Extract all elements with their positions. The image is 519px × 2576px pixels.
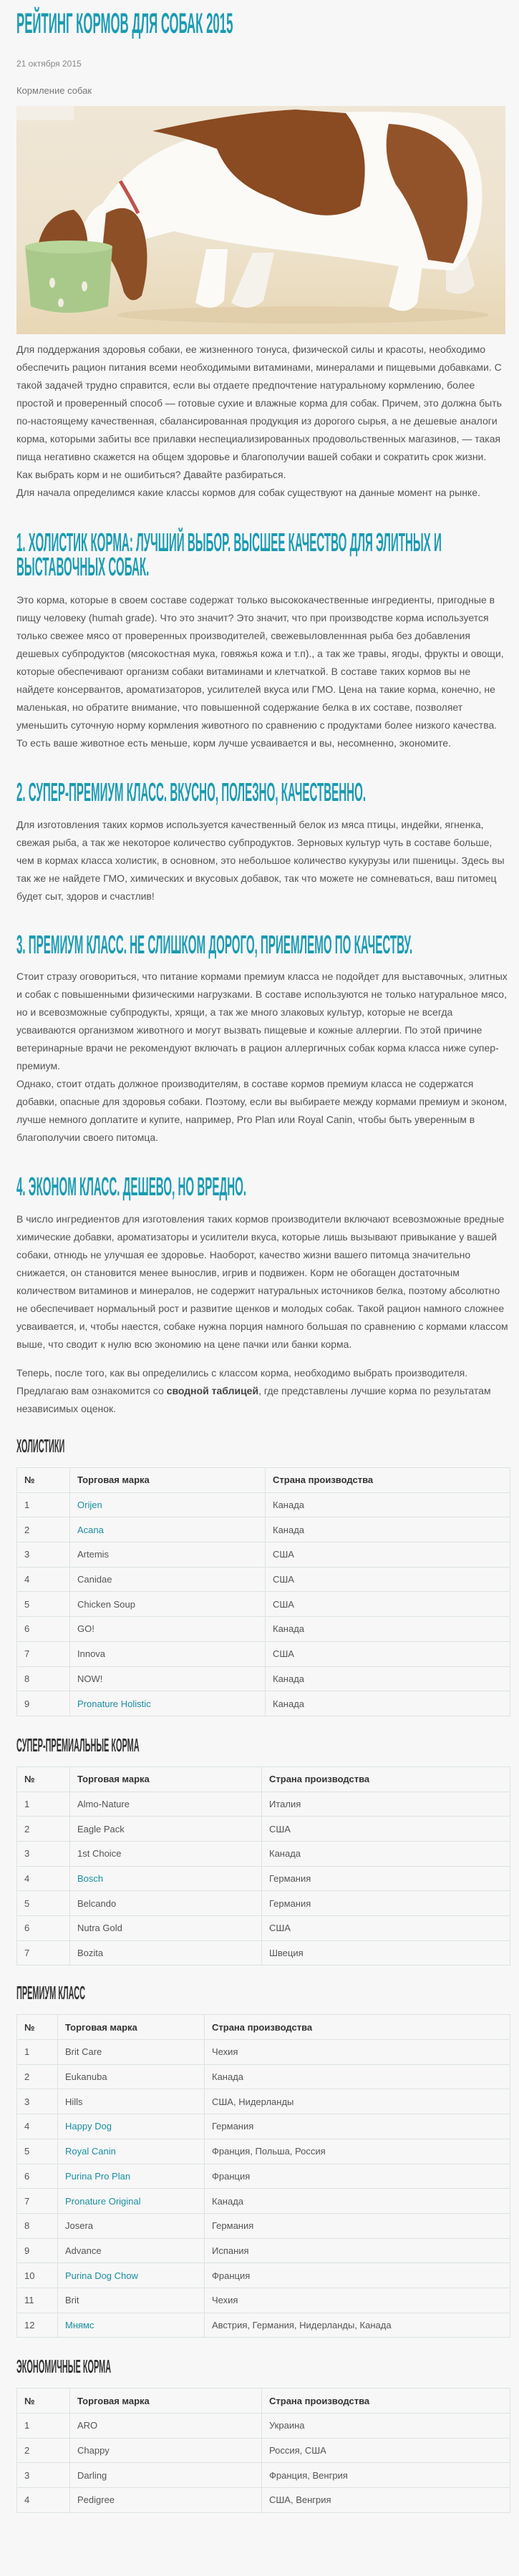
brand-cell <box>58 2213 205 2238</box>
category-link[interactable]: Кормление собак <box>16 85 92 96</box>
table-header-row <box>17 2388 510 2414</box>
section-text-premium: Стоит стразу оговориться, что питание кормами премиум класса не подойдет для выставочных, элитных и собак с повышенными физическими нагрузками. В составе используются не только натуральное мясо, но и всевозможные субпродукты, хрящи, а так же много злаковых культур, которые не всегда усваиваются организмом животного и могут вызвать пищевые и кожные аллергии. По этой причине ветеринарные врачи не рекомендуют включать в рацион аллергичных собак корма класса ниже супер-премиум. <box>16 970 508 1071</box>
brand-name: Innova <box>77 1648 106 1660</box>
row-number: 2 <box>17 1817 70 1842</box>
page-title: РЕЙТИНГ КОРМОВ ДЛЯ СОБАК 2015 <box>16 8 233 39</box>
row-number: 2 <box>17 1517 70 1542</box>
brand-link[interactable]: Royal Canin <box>65 2146 116 2157</box>
brand-cell <box>70 2488 262 2513</box>
intro-question: Как выбрать корм и не ошибиться? Давайте разбираться. <box>16 468 286 480</box>
brand-cell <box>58 2114 205 2139</box>
brand-link[interactable]: Purina Dog Chow <box>65 2270 138 2281</box>
brand-cell <box>58 2189 205 2214</box>
brand-cell <box>70 2414 262 2439</box>
country-cell: Канада <box>266 1617 510 1642</box>
row-number: 4 <box>17 1866 70 1891</box>
country-cell: Германия <box>262 1891 510 1916</box>
table-row <box>17 2238 510 2263</box>
country-cell: Чехия <box>205 2288 510 2313</box>
brand-name: Canidae <box>77 1574 112 1585</box>
table-row <box>17 1492 510 1517</box>
table-row <box>17 2114 510 2139</box>
brand-cell <box>70 1492 266 1517</box>
column-header-number: № <box>17 1766 70 1792</box>
brand-cell <box>58 2164 205 2189</box>
row-number: 3 <box>17 2463 70 2488</box>
brand-cell <box>58 2313 205 2338</box>
section-heading-super-premium: 2. СУПЕР-ПРЕМИУМ КЛАСС. ВКУСНО, ПОЛЕЗНО, КАЧЕСТВЕННО. <box>16 777 367 807</box>
row-number: 6 <box>17 1617 70 1642</box>
brand-name: Eukanuba <box>65 2071 107 2083</box>
brand-name: NOW! <box>77 1673 103 1684</box>
country-cell: Украина <box>262 2414 510 2439</box>
row-number: 1 <box>17 1792 70 1817</box>
country-cell: Канада <box>262 1841 510 1866</box>
row-number: 5 <box>17 1891 70 1916</box>
table-row <box>17 1817 510 1842</box>
country-cell: Испания <box>205 2238 510 2263</box>
table-title-super-premium: СУПЕР-ПРЕМИАЛЬНЫЕ КОРМА <box>16 1734 140 1756</box>
brand-name: Hills <box>65 2096 83 2107</box>
section-text-economy: В число ингредиентов для изготовления таких кормов производители включают всевозможные вредные химические добавки, ароматизаторы и усилители вкуса, которые лишь вызывают привыкание у вашей собаки, отнюдь не улучшая ее здоровье. Наоборот, качество жизни вашего питомца значительно снижается, он становится менее вынослив, игрив и подвижен. Корм не обогащен достаточным количеством витаминов и минералов, не содержит натуральных источников белка, поэтому абсолютно не обеспечивает нормальный рост и развитие щенков и молодых собак. Такой рацион намного сложнее усваивается, и, чтобы наестся, собаке нужна порция намного большая по сравнению с кормами классом выше, что сводит к нулю всю экономию на цене пачки или банки корма. <box>16 1212 508 1350</box>
brand-cell <box>70 1567 266 1592</box>
row-number: 3 <box>17 1542 70 1568</box>
brand-name: 1st Choice <box>77 1848 122 1860</box>
country-cell: Германия <box>205 2213 510 2238</box>
table-row <box>17 1866 510 1891</box>
country-cell: Канада <box>205 2064 510 2089</box>
row-number: 1 <box>17 2414 70 2439</box>
table-header-row <box>17 2015 510 2040</box>
column-header-brand: Торговая марка <box>70 1468 266 1493</box>
outro-text: Теперь, после того, как вы определились с классом корма, необходимо выбрать производителя. Предлагаю вам ознакомится со <box>16 1366 468 1396</box>
brand-link[interactable]: Orijen <box>77 1500 102 1511</box>
brand-name: Artemis <box>77 1549 110 1560</box>
brand-cell <box>70 1592 266 1617</box>
brand-table-super-premium <box>16 1766 510 1966</box>
brand-cell <box>70 1891 262 1916</box>
table-row <box>17 1617 510 1642</box>
row-number: 9 <box>17 1691 70 1716</box>
country-cell: Франция, Венгрия <box>262 2463 510 2488</box>
column-header-brand: Торговая марка <box>58 2015 205 2040</box>
row-number: 1 <box>17 2040 58 2065</box>
section-text-holistic: Это корма, которые в своем составе содержат только высококачественные ингредиенты, пригодные в пищу человеку (humah grade). Что это значит? Это значит, что при производстве корма используется только свежее мясо от проверенных производителей, свежевыловленнная рыба без добавления дешевых субпродуктов (мясокостная мука, говяжья кожа и т.п)., а так же травы, ягоды, фрукты и овощи, которые обеспечивают организм собаки витаминами и клетчаткой. В составе таких кормов вы не найдете консервантов, ароматизаторов, усилителей вкуса или ГМО. Цена на такие корма, конечно, не маленькая, но обратите внимание, что повышенной содержание белка в их составе, позволяет уменьшить суточную норму кормления животного по сравнению с продуктами более низкого качества. То есть ваше животное есть меньше, корм лучше усваивается и вы, несомненно, экономите. <box>16 593 504 749</box>
row-number: 12 <box>17 2313 58 2338</box>
table-row <box>17 2414 510 2439</box>
row-number: 5 <box>17 2139 58 2164</box>
brand-cell <box>58 2139 205 2164</box>
table-row <box>17 2313 510 2338</box>
column-header-number: № <box>17 2388 70 2414</box>
row-number: 8 <box>17 1666 70 1691</box>
brand-name: Almo-Nature <box>77 1798 130 1809</box>
brand-link[interactable]: Мнямс <box>65 2319 94 2330</box>
row-number: 6 <box>17 2164 58 2189</box>
brand-name: ARO <box>77 2420 98 2431</box>
country-cell: Франция, Польша, Россия <box>205 2139 510 2164</box>
brand-name: Bozita <box>77 1948 104 1959</box>
intro-classes: Для начала определимся какие классы кормов для собак существуют на данные момент на рынке. <box>16 486 480 498</box>
country-cell: Канада <box>266 1517 510 1542</box>
table-row <box>17 1666 510 1691</box>
column-header-country: Страна производства <box>266 1468 510 1493</box>
brand-link[interactable]: Bosch <box>77 1872 104 1884</box>
table-row <box>17 2139 510 2164</box>
country-cell: Италия <box>262 1792 510 1817</box>
table-header-row <box>17 1766 510 1792</box>
column-header-country: Страна производства <box>262 2388 510 2414</box>
brand-table-economy <box>16 2388 510 2512</box>
section-heading-economy: 4. ЭКОНОМ КЛАСС. ДЕШЕВО, НО ВРЕДНО. <box>16 1172 247 1201</box>
brand-name: Advance <box>65 2245 102 2256</box>
outro-bold: сводной таблицей <box>166 1384 259 1396</box>
brand-cell <box>58 2040 205 2065</box>
brand-cell <box>58 2263 205 2288</box>
table-row <box>17 1916 510 1941</box>
table-row <box>17 1940 510 1965</box>
row-number: 2 <box>17 2438 70 2463</box>
table-row <box>17 2488 510 2513</box>
brand-cell <box>70 1517 266 1542</box>
brand-link[interactable]: Pronature Original <box>65 2195 141 2207</box>
country-cell: США <box>266 1592 510 1617</box>
row-number: 4 <box>17 1567 70 1592</box>
brand-cell <box>58 2238 205 2263</box>
brand-cell <box>70 1817 262 1842</box>
table-row <box>17 1641 510 1666</box>
brand-cell <box>58 2089 205 2114</box>
row-number: 6 <box>17 1916 70 1941</box>
country-cell: Германия <box>262 1866 510 1891</box>
table-row <box>17 1792 510 1817</box>
row-number: 7 <box>17 1940 70 1965</box>
brand-cell <box>70 1866 262 1891</box>
brand-cell <box>70 1841 262 1866</box>
brand-name: Pedigree <box>77 2494 115 2506</box>
table-row <box>17 2189 510 2214</box>
row-number: 4 <box>17 2488 70 2513</box>
brand-name: Nutra Gold <box>77 1923 122 1934</box>
brand-cell <box>70 1617 266 1642</box>
row-number: 7 <box>17 2189 58 2214</box>
table-row <box>17 2288 510 2313</box>
brand-name: Brit Care <box>65 2046 102 2058</box>
table-row <box>17 1517 510 1542</box>
outro-text-end: , где представлены лучшие корма по результатам независимых оценок. <box>16 1384 491 1414</box>
country-cell: Германия <box>205 2114 510 2139</box>
column-header-brand: Торговая марка <box>70 2388 262 2414</box>
column-header-brand: Торговая марка <box>70 1766 262 1792</box>
table-row <box>17 1542 510 1568</box>
table-row <box>17 2213 510 2238</box>
column-header-country: Страна производства <box>205 2015 510 2040</box>
brand-name: Josera <box>65 2220 94 2232</box>
table-title-holistic: ХОЛИСТИКИ <box>16 1435 65 1457</box>
column-header-country: Страна производства <box>262 1766 510 1792</box>
row-number: 1 <box>17 1492 70 1517</box>
table-header-row <box>17 1468 510 1493</box>
row-number: 10 <box>17 2263 58 2288</box>
brand-cell <box>70 1916 262 1941</box>
country-cell: США <box>266 1567 510 1592</box>
country-cell: Чехия <box>205 2040 510 2065</box>
country-cell: Австрия, Германия, Нидерланды, Канада <box>205 2313 510 2338</box>
row-number: 8 <box>17 2213 58 2238</box>
country-cell: США <box>266 1542 510 1568</box>
brand-cell <box>70 1641 266 1666</box>
section-heading-premium: 3. ПРЕМИУМ КЛАСС. НЕ СЛИШКОМ ДОРОГО, ПРИЕМЛЕМО ПО КАЧЕСТВУ. <box>16 930 413 959</box>
table-row <box>17 2263 510 2288</box>
country-cell: Канада <box>266 1691 510 1716</box>
brand-cell <box>70 1542 266 1568</box>
brand-table-holistic <box>16 1467 510 1716</box>
brand-name: Chappy <box>77 2445 110 2456</box>
country-cell: США <box>262 1817 510 1842</box>
post-date: 21 октября 2015 <box>16 59 82 69</box>
brand-cell <box>70 1666 266 1691</box>
brand-table-premium <box>16 2014 510 2338</box>
table-row <box>17 2438 510 2463</box>
country-cell: Франция <box>205 2164 510 2189</box>
table-row <box>17 1592 510 1617</box>
table-row <box>17 2089 510 2114</box>
brand-cell <box>70 1940 262 1965</box>
row-number: 2 <box>17 2064 58 2089</box>
brand-link[interactable]: Purina Pro Plan <box>65 2170 131 2182</box>
table-row <box>17 2164 510 2189</box>
country-cell: США <box>266 1641 510 1666</box>
section-text-premium-2: Однако, стоит отдать должное производителям, в составе кормов премиум класса не содержатся добавки, опасные для здоровья собаки. Поэтому, если вы выбираете между кормами премиум и эконом, лучше немного доплатите и купите, например, Pro Plan или Royal Canin, чтобы быть уверенным в благополучии своего питомца. <box>16 1077 508 1143</box>
brand-name: Eagle Pack <box>77 1823 125 1834</box>
table-row <box>17 2040 510 2065</box>
brand-cell <box>70 2438 262 2463</box>
table-title-premium: ПРЕМИУМ КЛАСС <box>16 1982 86 2004</box>
country-cell: Канада <box>205 2189 510 2214</box>
brand-name: GO! <box>77 1623 94 1635</box>
table-row <box>17 1567 510 1592</box>
table-row <box>17 2463 510 2488</box>
row-number: 5 <box>17 1592 70 1617</box>
outro-paragraph <box>16 1364 510 1418</box>
table-row <box>17 2064 510 2089</box>
dog-eating-photo <box>16 106 505 334</box>
country-cell: США, Венгрия <box>262 2488 510 2513</box>
brand-cell <box>70 1691 266 1716</box>
row-number: 11 <box>17 2288 58 2313</box>
brand-name: Brit <box>65 2295 79 2306</box>
row-number: 7 <box>17 1641 70 1666</box>
country-cell: Швеция <box>262 1940 510 1965</box>
table-row <box>17 1841 510 1866</box>
country-cell: Франция <box>205 2263 510 2288</box>
brand-name: Belcando <box>77 1897 117 1909</box>
country-cell: США, Нидерланды <box>205 2089 510 2114</box>
country-cell: Канада <box>266 1666 510 1691</box>
row-number: 9 <box>17 2238 58 2263</box>
table-row <box>17 1891 510 1916</box>
brand-cell <box>70 2463 262 2488</box>
table-row <box>17 1691 510 1716</box>
section-heading-holistic: 1. ХОЛИСТИК КОРМА: ЛУЧШИЙ ВЫБОР. ВЫСШЕЕ КАЧЕСТВО ДЛЯ ЭЛИТНЫХ И ВЫСТАВОЧНЫХ СОБАК. <box>16 528 442 581</box>
country-cell: США <box>262 1916 510 1941</box>
brand-link[interactable]: Happy Dog <box>65 2121 112 2132</box>
row-number: 3 <box>17 2089 58 2114</box>
brand-cell <box>58 2064 205 2089</box>
section-text-super-premium: Для изготовления таких кормов используется качественный белок из мяса птицы, индейки, ягненка, свежая рыба, а так же некоторое количество субпродуктов. Зерновых культур чуть в составе больше, чем в кормах класса холистик, в основном, это небольшое количество кукурузы или пшеницы. Здесь вы так же не найдете ГМО, химических и вкусовых добавок, так что можете не сомневаться, ваш питомец будет сыт, здоров и счастлив! <box>16 818 505 902</box>
brand-name: Darling <box>77 2469 107 2481</box>
brand-cell <box>70 1792 262 1817</box>
row-number: 3 <box>17 1841 70 1866</box>
article-body <box>16 341 510 2513</box>
column-header-number: № <box>17 2015 58 2040</box>
brand-link[interactable]: Acana <box>77 1524 104 1535</box>
table-title-economy: ЭКОНОМИЧНЫЕ КОРМА <box>16 2356 112 2378</box>
column-header-number: № <box>17 1468 70 1493</box>
country-cell: Россия, США <box>262 2438 510 2463</box>
row-number: 4 <box>17 2114 58 2139</box>
intro-paragraph: Для поддержания здоровья собаки, ее жизненного тонуса, физической силы и красоты, необходимо обеспечить рацион питания всеми необходимыми витаминами, минералами и пищевыми добавками. С такой задачей трудно справится, если вы отдаете предпочтение натуральному кормлению, более простой и проверенный способ — готовые сухие и влажные корма для собак. Причем, это должна быть по-настоящему качественная, сбалансированная продукция из дорогого сырья, а не дешевые аналоги корма, которыми забиты все прилавки неспециализированных продовольственных магазинов, — такая пища негативно скажется на общем здоровье и благополучии вашей собаки и сократить срок жизни. <box>16 343 502 462</box>
brand-link[interactable]: Pronature Holistic <box>77 1698 151 1709</box>
country-cell: Канада <box>266 1492 510 1517</box>
brand-name: Chicken Soup <box>77 1598 135 1610</box>
brand-cell <box>58 2288 205 2313</box>
